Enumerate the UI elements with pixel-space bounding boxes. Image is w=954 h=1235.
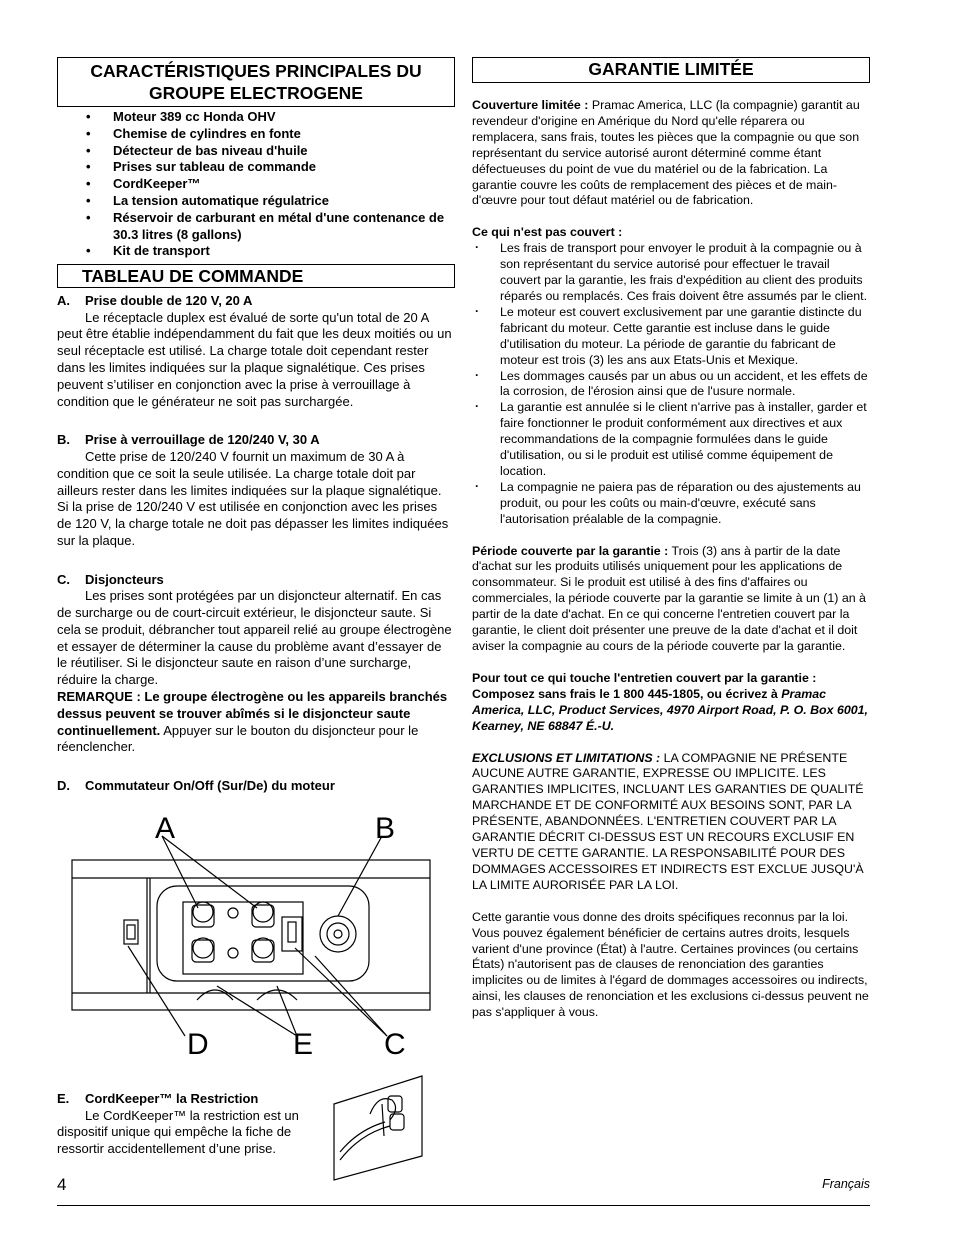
- rights-paragraph: Cette garantie vous donne des droits spécifiques reconnus par la loi. Vous pouvez également bénéficier de certains autres droits, lesquels varient d'une province (État) à l'autre. Certaines provinces (ou certains États) n'autorisent pas de clauses de renonciation des garanties implicites ou de limites à l'égard de dommages accessoires ou indirects, ainsi, les clauses de renonciation et les exclusions ci-dessus peuvent ne pas s'appliquer à vous.: [472, 909, 869, 1020]
- section-e-heading: E. CordKeeper™ la Restriction: [57, 1091, 259, 1106]
- list-item: · Les frais de transport pour envoyer le produit à la compagnie ou à son représentant du service autorisé pour effectuer le travail couvert par la garantie, les frais d'expédition au client des produits réparés ou remplacés. Ces frais doivent être assumés par le client.: [472, 241, 870, 305]
- list-item: • Chemise de cylindres en fonte: [57, 126, 455, 143]
- not-covered-label: Ce qui n'est pas couvert :: [472, 225, 623, 240]
- control-panel-figure: [57, 808, 437, 1058]
- figure-label-b: B: [375, 812, 396, 845]
- list-item: • La tension automatique régulatrice: [57, 193, 455, 210]
- section-a-body: Le réceptacle duplex est évalué de sorte qu'un total de 20 A peut être établie indépendamment du fait que les deux moitiés ou un seul réceptacle est utilisé. La charge totale doit cependant rester dans les limites indiquées sur la plaque signalétique. Ces prises peuvent s’utiliser en conjonction avec la prise à verrouillage à condition que le générateur ne soit pas surchargée.: [57, 309, 452, 409]
- section-c-heading: C. Disjoncteurs: [57, 571, 164, 587]
- section-c-body: Les prises sont protégées par un disjoncteur alternatif. En cas de surcharge ou de court-circuit extérieur, le disjoncteur saute. Si cela se produit, débrancher tout appareil relié au groupe électrogène et essayer de déterminer la cause du problème avant d’essayer de le réutiliser. Si le disjoncteur saute en raison d’une surcharge, réduire la charge. REMARQUE : Le groupe électrogène ou les appareils branchés dessus peuvent se trouver abîmés si le disjoncteur saute continuellement. Appuyer sur le bouton du disjoncteur pour le réenclencher.: [57, 588, 452, 755]
- list-item: · Le moteur est couvert exclusivement par une garantie distincte du fabricant du moteur. Cette garantie est incluse dans le guide d'utilisation du moteur. La période de garantie du fabricant de moteur est trois (3) les ans aux Etats-Unis et Mexique.: [472, 305, 870, 369]
- section-e-body: Le CordKeeper™ la restriction est un dispositif unique qui empêche la fiche de ressortir accidentellement d’une prise.: [57, 1107, 299, 1157]
- section-d-heading: D. Commutateur On/Off (Sur/De) du moteur: [57, 778, 335, 794]
- section-b-heading: B. Prise à verrouillage de 120/240 V, 30 A: [57, 432, 320, 448]
- figure-label-a: A: [155, 812, 176, 845]
- figure-label-e: E: [293, 1028, 314, 1058]
- features-list: [57, 109, 455, 260]
- page-number: 4: [57, 1175, 67, 1194]
- period-paragraph: Période couverte par la garantie : Trois (3) ans à partir de la date d'achat sur les produits utilisés uniquement pour les applications de consommateur. Si le produit est utilisé à des fins d'affaires ou commerciales, la période couverte par la garantie se limite à un (1) an à partir de la date d'achat. En ce qui concerne l'entretien couvert par la garantie, le client doit présenter une preuve de la date d'achat et il doit aviser la compagnie au cours de la période couverte par la garantie.: [472, 543, 866, 653]
- list-item: • Prises sur tableau de commande: [57, 159, 455, 176]
- panel-title: TABLEAU DE COMMANDE: [57, 264, 455, 288]
- list-item: · La compagnie ne paiera pas de réparation ou des ajustements au produit, ou pour les coûts ou main-d'œuvre, exécuté sans l'autorisation préalable de la compagnie.: [472, 480, 870, 528]
- footer-divider: [57, 1205, 870, 1206]
- contact-paragraph: Pour tout ce qui touche l'entretien couvert par la garantie : Composez sans frais le 1 800 445-1805, ou écrivez à Pramac America, LLC, Product Services, 4970 Airport Road, P. O. Box 6001, Kearney, NE 68847 É.-U.: [472, 670, 868, 733]
- not-covered-list: [472, 241, 870, 527]
- language-label: Français: [822, 1177, 870, 1191]
- list-item: • Moteur 389 cc Honda OHV: [57, 109, 455, 126]
- coverage-paragraph: Couverture limitée : Pramac America, LLC (la compagnie) garantit au revendeur d'origine en Amérique du Nord qu'elle réparera ou remplacera, sans frais, toutes les pièces que la compagnie ou que son représentant du service autorisé auront déterminé comme étant défectueuses du point de vue du matériel ou de la fabrication. La garantie couvre les coûts de remplacement des pièces et de main-d'œuvre pour tout défaut matériel ou de fabrication.: [472, 98, 860, 208]
- warranty-title: GARANTIE LIMITÉE: [472, 57, 870, 83]
- right-column: [472, 57, 870, 1021]
- features-title: CARACTÉRISTIQUES PRINCIPALES DU GROUPE ELECTROGENE: [57, 57, 455, 107]
- list-item: · Les dommages causés par un abus ou un accident, et les effets de la corrosion, de l'érosion ainsi que de l'usure normale.: [472, 369, 870, 401]
- exclusions-paragraph: EXCLUSIONS ET LIMITATIONS : LA COMPAGNIE NE PRÉSENTE AUCUNE AUTRE GARANTIE, EXPRESSE OU IMPLICITE. LES GARANTIES IMPLICITES, INCLUANT LES GARANTIES DE QUALITÉ MARCHANDE ET DE CONFORMITÉ AUX BESOINS SONT, PAR LA PRÉSENTE, ABANDONNÉES. L'ENTRETIEN COUVERT PAR LA GARANTIE DÉCRIT CI-DESSUS EST UN RECOURS EXCLUSIF EN VERTU DE CETTE GARANTIE. LA RESPONSABILITÉ POUR DES DOMMAGES ACCESSOIRES ET INDIRECTS EST EXCLUE JUSQU'À LA LIMITE AURORISÉE PAR LA LOI.: [472, 750, 864, 892]
- list-item: · La garantie est annulée si le client n'arrive pas à installer, garder et faire fonctionner le produit conformément aux directives et aux recommandations de la compagnie formulées dans le guide d'utilisation, ou si le produit est utilisé comme équipement de location.: [472, 400, 870, 480]
- section-e: [57, 1086, 319, 1158]
- list-item: • Réservoir de carburant en métal d'une contenance de 30.3 litres (8 gallons): [57, 210, 455, 244]
- list-item: • Kit de transport: [57, 243, 455, 260]
- list-item: • Détecteur de bas niveau d'huile: [57, 143, 455, 160]
- left-column: [57, 57, 455, 795]
- list-item: • CordKeeper™: [57, 176, 455, 193]
- figure-label-d: D: [187, 1028, 209, 1058]
- figure-label-c: C: [384, 1028, 406, 1058]
- section-a-heading: A. Prise double de 120 V, 20 A: [57, 293, 253, 309]
- section-b-body: Cette prise de 120/240 V fournit un maximum de 30 A à condition que ce soit la seule utilisée. La charge totale doit par ailleurs rester dans les limites indiquées sur la plaque signalétique. Si la prise de 120/240 V est utilisée en conjonction avec les prises de 120 V, la charge totale ne doit pas dépasser les limites indiquées sur la plaque.: [57, 448, 449, 548]
- cordkeeper-figure: [330, 1074, 430, 1182]
